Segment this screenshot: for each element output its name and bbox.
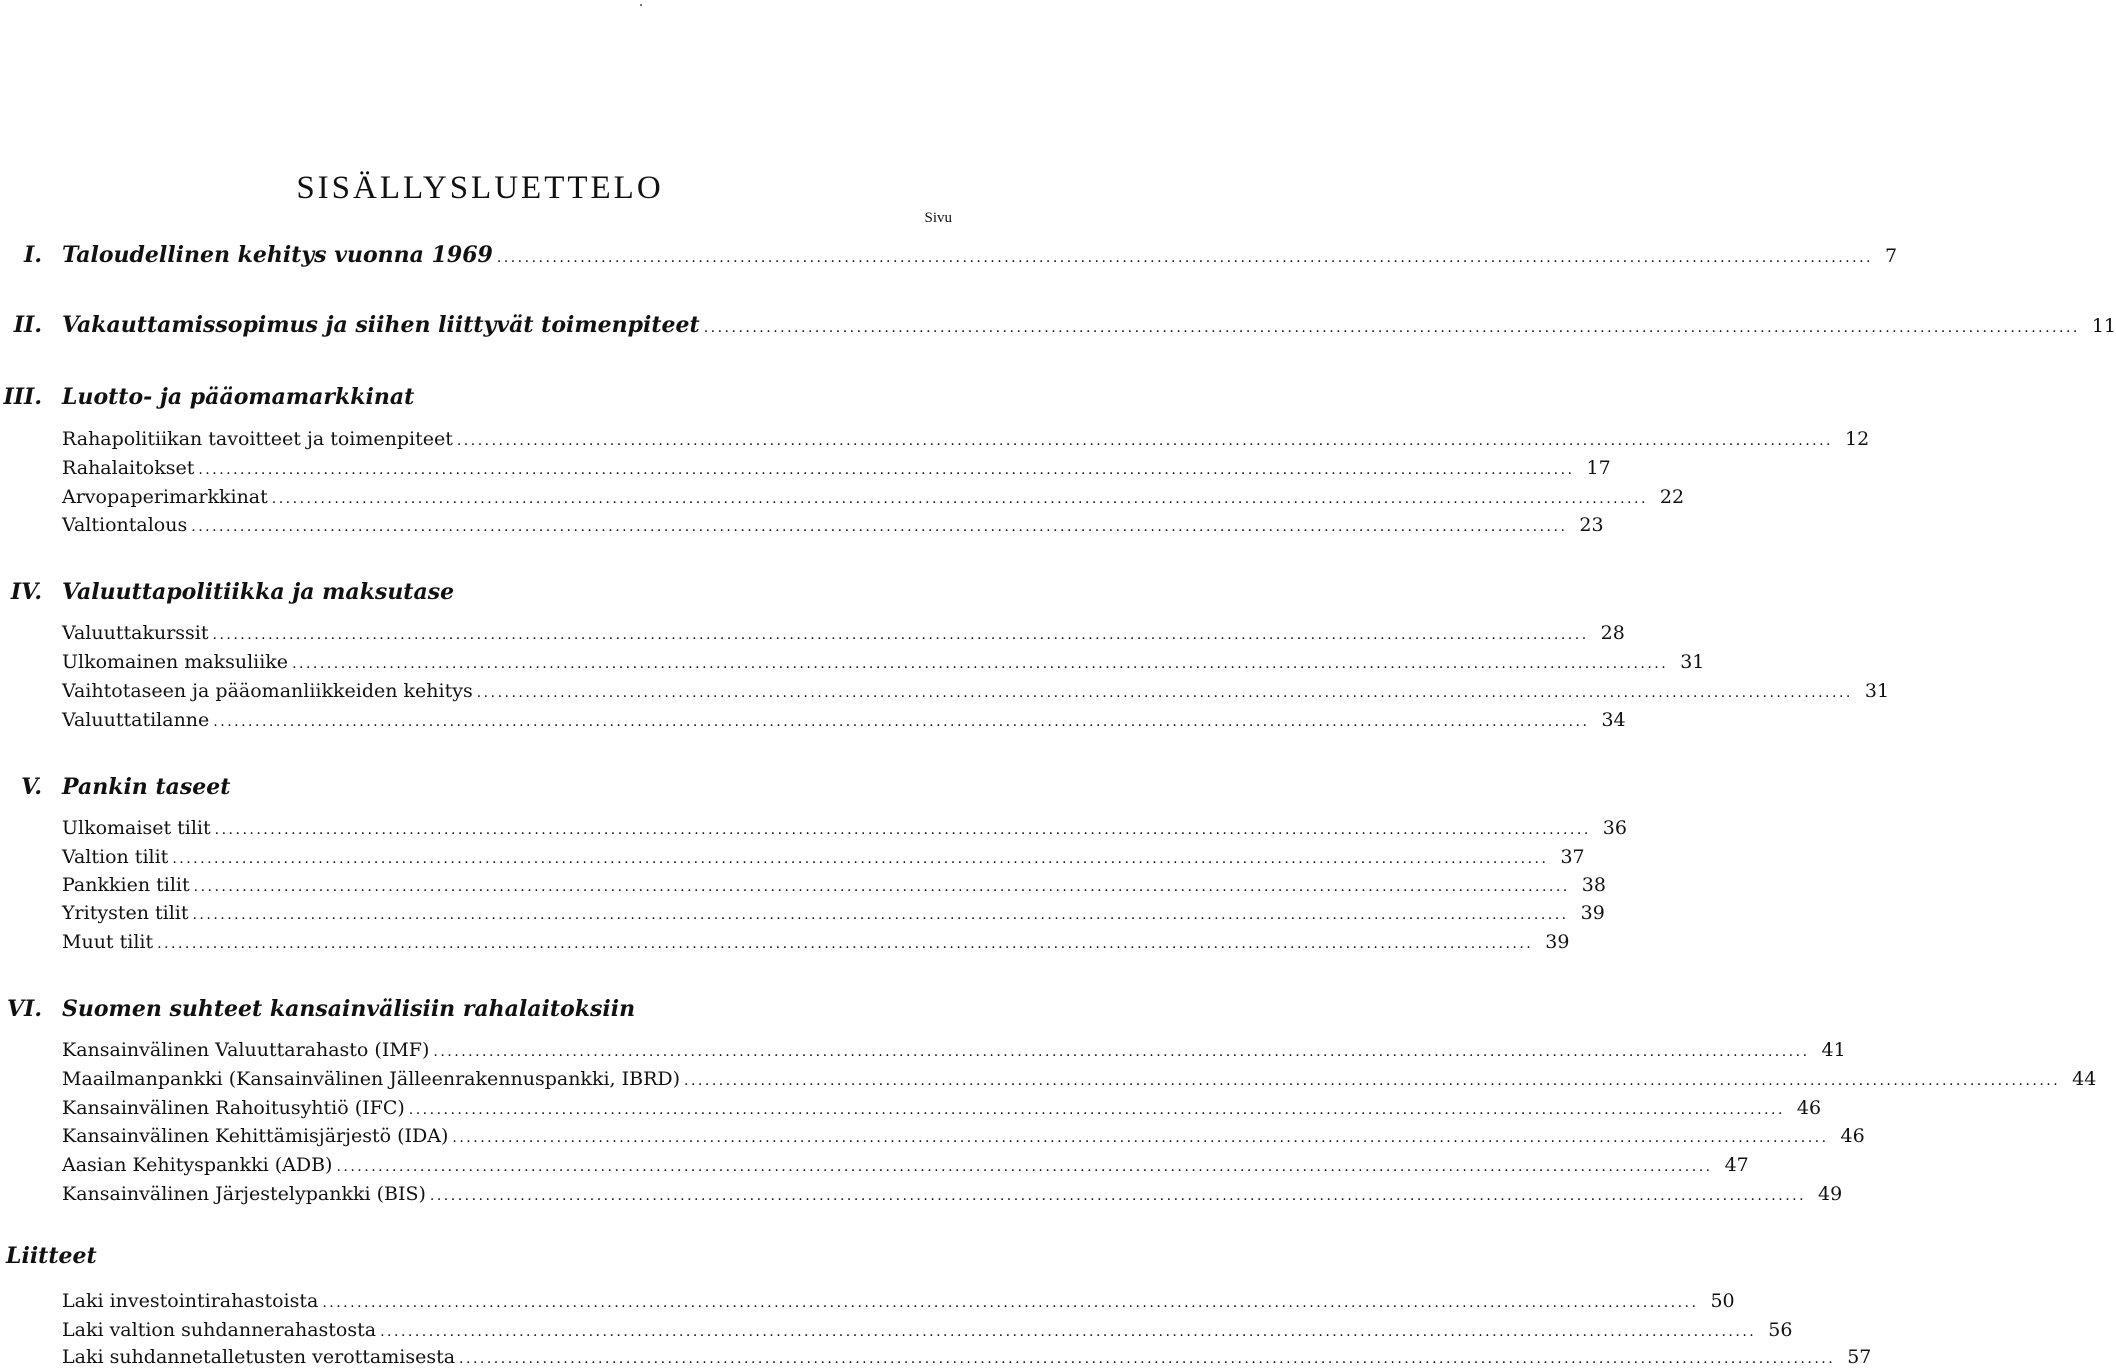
page-number: 39 xyxy=(1580,902,1605,924)
entry-label: Valuuttatilanne xyxy=(62,709,210,731)
entry-label: Rahapolitiikan tavoitteet ja toimenpiteet xyxy=(62,428,453,450)
page-column-label: Sivu xyxy=(924,210,952,226)
toc-entry[interactable] xyxy=(62,678,1890,704)
toc-section-3-heading xyxy=(0,382,960,412)
toc-entry[interactable] xyxy=(62,426,1870,452)
section-numeral: IV. xyxy=(10,579,42,605)
entry-label: Valtiontalous xyxy=(62,514,188,536)
toc-entry[interactable] xyxy=(62,929,1570,955)
section-heading: Valuuttapolitiikka ja maksutase xyxy=(62,579,455,605)
page-number: 46 xyxy=(1796,1097,1822,1119)
section-numeral: V. xyxy=(21,774,42,800)
page-number: 36 xyxy=(1602,817,1627,839)
entry-label: Kansainvälinen Järjestelypankki (BIS) xyxy=(62,1183,426,1205)
toc-entry[interactable] xyxy=(62,1344,1872,1370)
dot-leader: ...................................................................................................................................................................................................... xyxy=(212,627,1589,643)
entry-label: Vaihtotaseen ja pääomanliikkeiden kehitys xyxy=(62,680,473,702)
page-number: 47 xyxy=(1724,1154,1749,1176)
dot-leader: ...................................................................................................................................................................................................... xyxy=(703,320,2080,336)
section-numeral: I. xyxy=(24,242,42,268)
toc-entry[interactable] xyxy=(62,844,1585,870)
appendices-heading: Liitteet xyxy=(6,1243,97,1269)
entry-label: Laki investointirahastoista xyxy=(62,1290,319,1312)
section-numeral: II. xyxy=(13,312,42,338)
toc-section-2[interactable] xyxy=(62,310,2116,340)
toc-entry[interactable] xyxy=(62,512,1604,538)
section-numeral: III. xyxy=(3,384,42,410)
dot-leader: ...................................................................................................................................................................................................... xyxy=(157,936,1534,952)
page-number: 23 xyxy=(1579,514,1604,536)
page-number: 11 xyxy=(2091,315,2116,337)
page-number: 12 xyxy=(1845,428,1870,450)
toc-section-5-heading xyxy=(0,772,960,802)
dot-leader: ...................................................................................................................................................................................................... xyxy=(198,462,1575,478)
page-number: 7 xyxy=(1884,245,1898,267)
entry-label: Valuuttakurssit xyxy=(62,622,209,644)
page-number: 46 xyxy=(1840,1125,1865,1147)
page-number: 56 xyxy=(1768,1319,1793,1341)
page-number: 49 xyxy=(1818,1183,1843,1205)
section-numeral: VI. xyxy=(6,996,42,1022)
page-number: 37 xyxy=(1560,846,1585,868)
toc-entry[interactable] xyxy=(62,1066,2097,1092)
toc-entry[interactable] xyxy=(62,1152,1749,1178)
dot-leader: ...................................................................................................................................................................................................... xyxy=(214,822,1591,838)
page-number: 50 xyxy=(1710,1290,1735,1312)
entry-label: Laki valtion suhdannerahastosta xyxy=(62,1319,377,1341)
toc-entry[interactable] xyxy=(62,900,1605,926)
entry-label: Laki suhdannetalletusten verottamisesta xyxy=(62,1346,456,1368)
entry-label: Maailmanpankki (Kansainvälinen Jälleenrakennuspankki, IBRD) xyxy=(62,1068,681,1090)
toc-entry[interactable] xyxy=(62,649,1705,675)
toc-entry[interactable] xyxy=(62,1123,1865,1149)
entry-label: Yritysten tilit xyxy=(62,902,189,924)
toc-entry[interactable] xyxy=(62,1037,1846,1063)
toc-entry[interactable] xyxy=(62,455,1611,481)
dot-leader: ...................................................................................................................................................................................................... xyxy=(408,1102,1785,1118)
entry-label: Valtion tilit xyxy=(62,846,169,868)
page-number: 22 xyxy=(1659,486,1685,508)
toc-section-4-heading xyxy=(0,577,960,607)
dot-leader: ...................................................................................................................................................................................................... xyxy=(172,851,1549,867)
toc-entry[interactable] xyxy=(62,1317,1793,1343)
toc-entry[interactable] xyxy=(62,620,1625,646)
dot-leader: ...................................................................................................................................................................................................... xyxy=(429,1188,1807,1204)
dot-leader: ...................................................................................................................................................................................................... xyxy=(459,1351,1836,1367)
page-number: 39 xyxy=(1545,931,1570,953)
dot-leader: ...................................................................................................................................................................................................... xyxy=(191,519,1568,535)
dot-leader: ...................................................................................................................................................................................................... xyxy=(192,907,1569,923)
entry-label: Kansainvälinen Valuuttarahasto (IMF) xyxy=(62,1039,430,1061)
section-heading: Pankin taseet xyxy=(62,774,231,800)
page-number: 28 xyxy=(1600,622,1625,644)
toc-entry[interactable] xyxy=(62,1095,1822,1121)
dot-leader: ...................................................................................................................................................................................................... xyxy=(322,1295,1699,1311)
section-heading: Luotto- ja pääomamarkkinat xyxy=(62,384,415,410)
entry-label: Pankkien tilit xyxy=(62,874,190,896)
page-number: 31 xyxy=(1680,651,1705,673)
entry-label: Kansainvälinen Rahoitusyhtiö (IFC) xyxy=(62,1097,405,1119)
section-heading: Vakauttamissopimus ja siihen liittyvät toimenpiteet xyxy=(62,312,700,338)
page-number: 57 xyxy=(1847,1346,1872,1368)
page-title: SISÄLLYSLUETTELO xyxy=(296,170,664,206)
toc-entry[interactable] xyxy=(62,707,1626,733)
dot-leader: ...................................................................................................................................................................................................... xyxy=(380,1324,1757,1340)
page-number: 31 xyxy=(1864,680,1890,702)
page-number: 34 xyxy=(1601,709,1626,731)
toc-entry[interactable] xyxy=(62,484,1685,510)
entry-label: Ulkomaiset tilit xyxy=(62,817,211,839)
page-number: 17 xyxy=(1586,457,1611,479)
page-number: 38 xyxy=(1581,874,1606,896)
dot-leader: ...................................................................................................................................................................................................... xyxy=(456,433,1833,449)
dot-leader: ...................................................................................................................................................................................................... xyxy=(452,1130,1829,1146)
entry-label: Arvopaperimarkkinat xyxy=(62,486,268,508)
dot-leader: ...................................................................................................................................................................................................... xyxy=(336,1159,1713,1175)
entry-label: Aasian Kehityspankki (ADB) xyxy=(62,1154,333,1176)
dot-leader: ...................................................................................................................................................................................................... xyxy=(213,714,1590,730)
page-number: 44 xyxy=(2072,1068,2097,1090)
toc-section-6-heading xyxy=(0,994,960,1024)
dot-leader: ...................................................................................................................................................................................................... xyxy=(193,879,1570,895)
page-number: 41 xyxy=(1821,1039,1846,1061)
toc-entry[interactable] xyxy=(62,872,1606,898)
entry-label: Muut tilit xyxy=(62,931,154,953)
entry-label: Rahalaitokset xyxy=(62,457,195,479)
toc-entry[interactable] xyxy=(62,815,1627,841)
dot-leader: ...................................................................................................................................................................................................... xyxy=(496,250,1873,266)
dot-leader: ...................................................................................................................................................................................................... xyxy=(292,656,1669,672)
dot-leader: ...................................................................................................................................................................................................... xyxy=(476,685,1853,701)
section-heading: Suomen suhteet kansainvälisiin rahalaitoksiin xyxy=(62,996,636,1022)
toc-section-1[interactable] xyxy=(62,240,1898,270)
toc-entry[interactable] xyxy=(62,1181,1843,1207)
dot-leader: ...................................................................................................................................................................................................... xyxy=(433,1044,1810,1060)
entry-label: Ulkomainen maksuliike xyxy=(62,651,289,673)
section-heading: Taloudellinen kehitys vuonna 1969 xyxy=(62,242,493,268)
dot-leader: ...................................................................................................................................................................................................... xyxy=(271,491,1648,507)
toc-entry[interactable] xyxy=(62,1288,1735,1314)
dot-leader: ...................................................................................................................................................................................................... xyxy=(684,1073,2061,1089)
entry-label: Kansainvälinen Kehittämisjärjestö (IDA) xyxy=(62,1125,449,1147)
scan-speck xyxy=(640,4,642,6)
